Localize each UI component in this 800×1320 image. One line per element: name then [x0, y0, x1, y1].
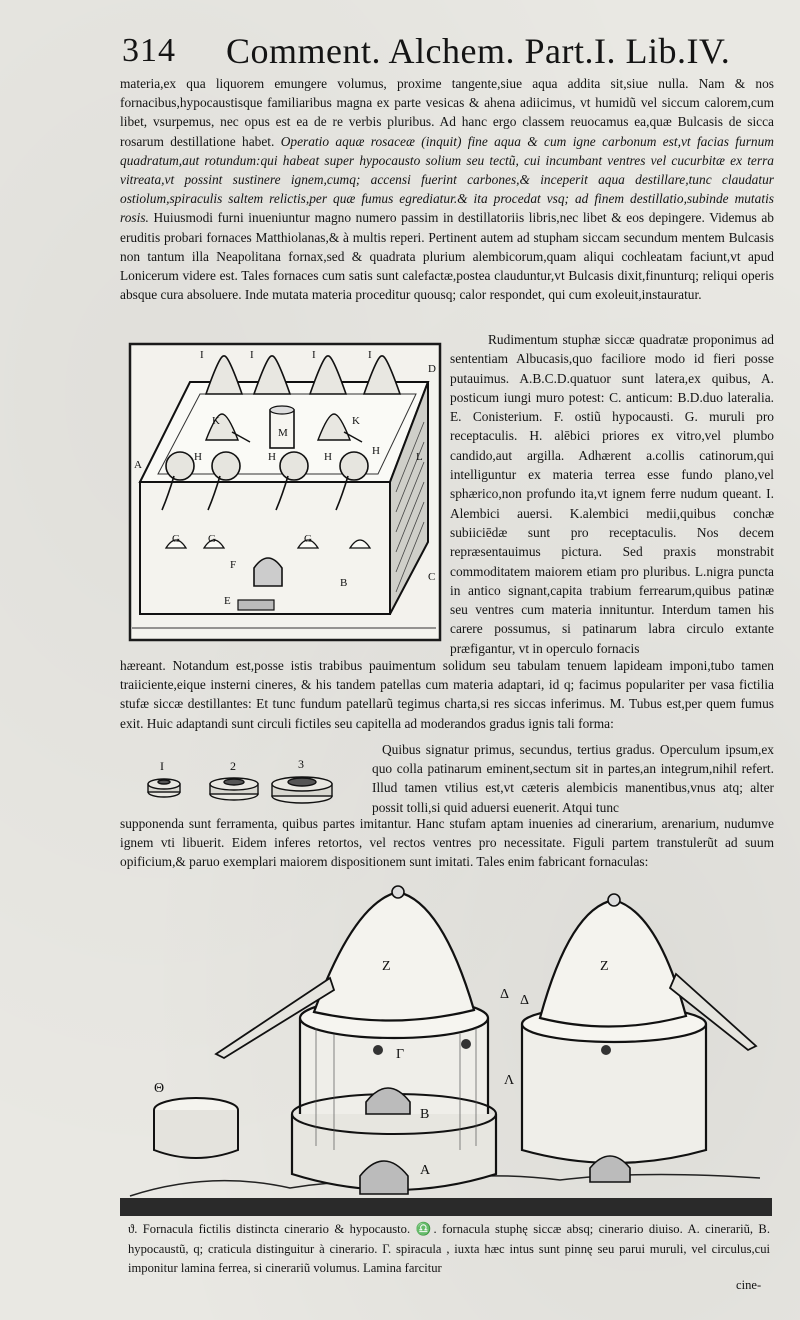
label-B-small: B: [420, 1107, 430, 1122]
label-L: L: [416, 451, 423, 463]
label-H-4: H: [372, 445, 380, 457]
label-delta-2: Δ: [520, 993, 530, 1008]
paragraph-1-text-b: Huiusmodi furni inueniuntur magno numero passim in destillatoriis libris,nec libet & eos depingere. Videmus ab eruditis probari fornaces Matthiolanas,& à multis reperi. Pertinent autem ad stupham siccam secundum mentem Bulcasis non tantum illa Neapolitana fornax,sed & quadrata plurium alembicorum,quam aliqui cochleatam faciunt,vt apud Lonicerum videre est. Tales fornaces cum satis sunt calefactæ,postea clauduntur,vt Bulcasis dixit,finunturq; reliqui operis absque cura absoluere. Inde mutata materia proceditur quousq; calor respondet, qui cum exoleuit,instauratur.: [120, 210, 774, 303]
paragraph-4: [372, 740, 774, 817]
label-D: D: [428, 363, 436, 375]
label-G-3: G: [304, 533, 312, 545]
label-I-2: I: [250, 349, 254, 361]
running-title: Comment. Alchem. Part.I. Lib.IV.: [226, 31, 731, 71]
paragraph-2-text: Rudimentum stuphæ siccæ quadratæ proponimus ad sententiam Albucasis,quo faciliore modo id fieri posse putauimus. A.B.C.D.quatuor sunt latera,ex quibus, A. posticum iungi muro potest: C. anticum: B.D.duo lateralia. E. Conisterium. F. ostiũ hypocausti. G. muruli pro receptaculis. H. alēbici priores ex vitro,vel plumbo candido,aut argilla. Adhærent a.collis catinorum,qui intelliguntur ex materia terrea esse fundo plano,vel sphærico,non profundo ita,vt ignem ferre nudum queant. I. Alembici auersi. K.alembici medii,quibus conchæ subiiciēdæ sunt pro receptaculis. Nos decem repræsentauimus pictura. Sed praxis monstrabit commoditatem maiorem etiam pro pluribus. L.nigra puncta in antico signant,capita trabium ferrearum,quibus patinæ seu ventres cum materia innituntur. Interdum tamen his carere possumus, si patinarum labra circulo extante præfigantur, vt in operculo fornacis: [450, 332, 774, 656]
label-lambda: Λ: [504, 1073, 515, 1088]
small-furnaces-figure: [120, 878, 772, 1216]
catchword: cine-: [736, 1278, 762, 1292]
label-G-2: G: [208, 533, 216, 545]
label-H-3: H: [324, 451, 332, 463]
label-theta: Θ: [154, 1081, 165, 1096]
label-I-3: I: [312, 349, 316, 361]
paragraph-1: [120, 74, 774, 304]
label-A-small: A: [420, 1163, 431, 1178]
ring-label-1: I: [160, 759, 164, 773]
label-K-2: K: [352, 415, 360, 427]
label-F: F: [230, 559, 237, 571]
paragraph-1-quote: Operatio aquæ rosaceæ (inquit) fine aqua & cum igne carbonum est,vt facias furnum quadratum,aut rotundum:qui habeat super hypocausto solium seu tectũ, cui incumbant ventres vel cucurbitæ ex terra vitreata,vt possint sustinere ignem,cumq; accensi fuerint carbones,& inceperit aqua destillare,tunc claudatur ostiolum,spiraculis saltem relictis,per quæ fumus egrediatur.& ita procedat vsq; ad finem destillatio,subinde mutatis rosis.: [120, 133, 774, 226]
paragraph-4-text: Quibus signatur primus, secundus, tertius gradus. Operculum ipsum,ex quo colla patinarum eminent,sectum sit in partes,an integrum,nihil refert. Illud tamen vtilius est,vt cæteris alembicis manentibus,vnus atq; alter possit tolli,si quid aduersi euenerit. Atqui tunc: [372, 742, 774, 815]
label-gamma: Γ: [396, 1047, 405, 1062]
label-I-1: I: [200, 349, 204, 361]
label-I-4: I: [368, 349, 372, 361]
figure-caption: [128, 1220, 770, 1279]
label-zeta-left: Z: [382, 959, 391, 974]
square-furnace-figure: [128, 342, 442, 642]
label-zeta-right: Z: [600, 959, 609, 974]
paragraph-3-text: hæreant. Notandum est,posse istis trabibus pauimentum solidum seu tabulam tenuem lapideam imponi,tubo tamen traiiciente,eique insterni cineres, & his tandem patellas cum materia adaptari, id q; facimus populariter per vasa fictilia stufæ siccæ destillantes: Et tunc fundum patellarũ tegimus charta,si res siccas inferimus. M. Tubus est,per quem fumus exit. Huic adaptandi sunt circuli fictiles seu capitella ad moderandos gradus ignis tali forma:: [120, 658, 774, 731]
fire-rings-figure: [138, 754, 338, 810]
label-B: B: [340, 577, 348, 589]
page-number: 314: [122, 32, 176, 69]
paragraph-5: [120, 814, 774, 872]
paragraph-1-text-a: materia,ex qua liquorem emungere volumus, proxime tangente,siue aqua addita sit,siue nulla. Nam & nos fornacibus,hypocaustisque familiaribus magna ex parte vesicas & ahena adiicimus, vt humidũ vel siccum calorem,cum libet, vsurpemus, nec opus est ea de re verbis pluribus. Ad hanc ergo classem reuocamus ea,quæ Bulcasis de sicca rosarum destillatione habet.: [120, 76, 774, 149]
paragraph-5-text: supponenda sunt ferramenta, quibus partes imitantur. Hanc stufam aptam inuenies ad cinerarium, arenarium, nudumve ignem vti libuerit. Eidem inferes retortos, vel rectos ventres pro necessitate. Figuli partem transtulerũt ad suum opificium,& paruo exemplari maiorem dispositionem sunt imitati. Tales enim fabricant fornaculas:: [120, 816, 774, 870]
label-A: A: [134, 459, 142, 471]
page-header: [0, 30, 800, 72]
ring-label-2: 2: [230, 759, 236, 773]
label-K-1: K: [212, 415, 220, 427]
paragraph-3: [120, 656, 774, 733]
label-E: E: [224, 595, 231, 607]
label-delta-1: Δ: [500, 987, 510, 1002]
figure-caption-text: ϑ. Fornacula fictilis distincta cinerario & hypocausto. ♎. fornacula stuphę siccæ absq; cinerario diuiso. A. cinerariũ, B. hypocaustũ, q; craticula distinguitur à cinerario. Γ. spiracula , iuxta hæc intus sunt pinnę seu parui muruli, vel circulus,cui imponitur lamina ferrea, si cinerariũ volumus. Lamina farcitur: [128, 1222, 770, 1275]
ring-label-3: 3: [298, 757, 304, 771]
label-G-1: G: [172, 533, 180, 545]
paragraph-2: [450, 330, 774, 658]
label-C: C: [428, 571, 436, 583]
label-H-1: H: [194, 451, 202, 463]
label-M: M: [278, 427, 288, 439]
label-H-2: H: [268, 451, 276, 463]
